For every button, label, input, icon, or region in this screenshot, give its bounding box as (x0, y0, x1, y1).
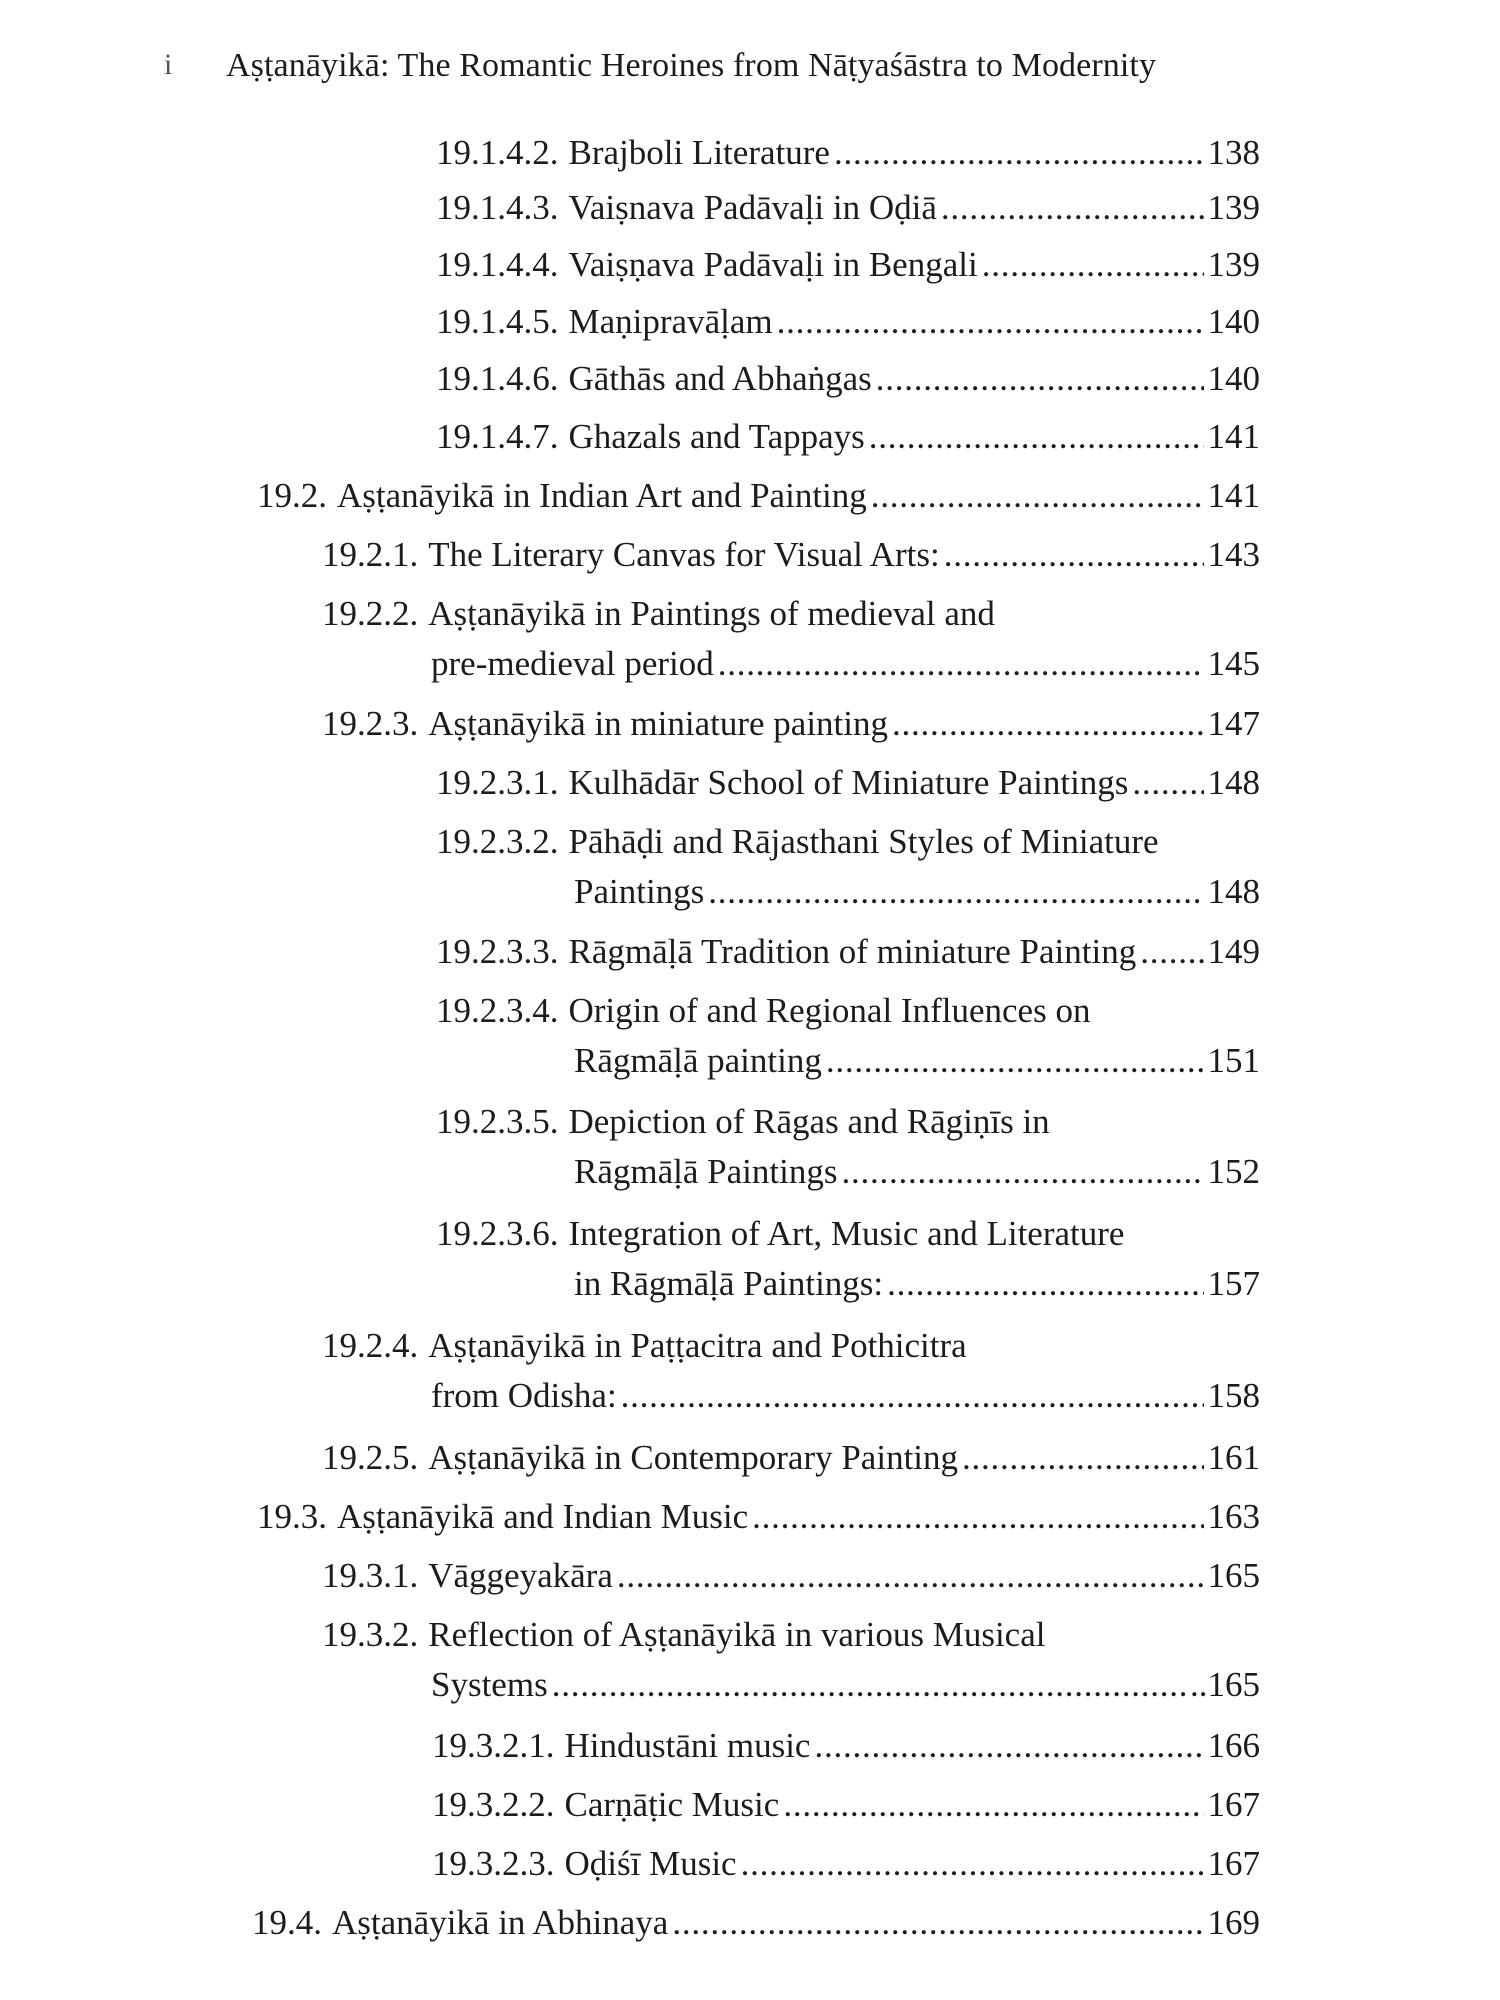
toc-entry[interactable] (436, 412, 1260, 462)
entry-number: 19.2.3.2. (436, 822, 559, 861)
entry-number: 19.3.2.3. (432, 1844, 555, 1883)
entry-title: Depiction of Rāgas and Rāgiṇīs in (568, 1102, 1050, 1141)
entry-title: Aṣṭanāyikā in Paṭṭacitra and Pothicitra (428, 1326, 967, 1365)
entry-title-continued: in Rāgmāḷā Paintings: (574, 1264, 884, 1303)
entry-title-continued: pre-medieval period (431, 644, 714, 683)
entry-number: 19.2.3.6. (436, 1214, 559, 1253)
entry-title: Kulhādār School of Miniature Paintings (568, 763, 1129, 802)
toc-entry[interactable] (436, 927, 1260, 977)
entry-number: 19.4. (252, 1903, 322, 1942)
entry-title-continued: Paintings (574, 872, 705, 911)
toc-entry[interactable] (322, 1610, 1260, 1710)
entry-page: 169 (1207, 1903, 1260, 1942)
entry-page: 141 (1207, 476, 1260, 515)
toc-entry[interactable] (322, 1321, 1260, 1421)
toc-entry[interactable] (436, 354, 1260, 404)
toc-entry[interactable] (436, 240, 1260, 290)
entry-number: 19.1.4.3. (436, 188, 559, 227)
entry-page: 140 (1207, 359, 1260, 398)
entry-title: Rāgmāḷā Tradition of miniature Painting (568, 932, 1137, 971)
entry-title: Aṣṭanāyikā in miniature painting (428, 704, 889, 743)
toc-entry[interactable] (436, 1209, 1260, 1309)
entry-number: 19.2.3.5. (436, 1102, 559, 1141)
toc-entry[interactable] (252, 1898, 1260, 1948)
running-header (164, 44, 1240, 88)
toc-entry[interactable] (322, 1433, 1260, 1483)
toc-entry[interactable] (436, 128, 1260, 178)
entry-title: Vaiṣṇava Padāvaḷi in Bengali (568, 245, 978, 284)
entry-title: Aṣṭanāyikā in Abhinaya (332, 1903, 669, 1942)
entry-number: 19.1.4.2. (436, 133, 559, 172)
entry-page: 152 (1207, 1152, 1260, 1191)
entry-page: 148 (1207, 872, 1260, 911)
toc-entry[interactable] (436, 297, 1260, 347)
entry-number: 19.2.1. (322, 535, 419, 574)
entry-title: Pāhāḍi and Rājasthani Styles of Miniature (568, 822, 1159, 861)
toc-entry[interactable] (322, 699, 1260, 749)
entry-page: 139 (1207, 188, 1260, 227)
toc-entry[interactable] (257, 471, 1260, 521)
entry-number: 19.2.5. (322, 1438, 419, 1477)
entry-title: Origin of and Regional Influences on (568, 991, 1091, 1030)
entry-page: 167 (1207, 1844, 1260, 1883)
entry-title-continued: Systems (431, 1665, 548, 1704)
toc-entry[interactable] (322, 1551, 1260, 1601)
entry-number: 19.2.3. (322, 704, 419, 743)
entry-title: Vāggeyakāra (428, 1556, 613, 1595)
toc-entry[interactable] (322, 530, 1260, 580)
toc-entry[interactable] (436, 1097, 1260, 1197)
entry-number: 19.3. (257, 1497, 327, 1536)
entry-number: 19.3.2. (322, 1615, 419, 1654)
entry-page: 151 (1207, 1041, 1260, 1080)
entry-title: Aṣṭanāyikā in Contemporary Painting (428, 1438, 959, 1477)
entry-title: Brajboli Literature (568, 133, 830, 172)
entry-page: 149 (1207, 932, 1260, 971)
entry-title: Ghazals and Tappays (568, 417, 865, 456)
entry-page: 140 (1207, 302, 1260, 341)
toc-entry[interactable] (432, 1839, 1260, 1889)
entry-title-continued: from Odisha: (431, 1376, 617, 1415)
entry-title: Aṣṭanāyikā and Indian Music (337, 1497, 749, 1536)
entry-number: 19.2.3.3. (436, 932, 559, 971)
entry-number: 19.2.3.4. (436, 991, 559, 1030)
toc-entry[interactable] (436, 817, 1260, 917)
entry-title: Integration of Art, Music and Literature (568, 1214, 1125, 1253)
toc-entry[interactable] (432, 1780, 1260, 1830)
entry-page: 143 (1207, 535, 1260, 574)
entry-number: 19.1.4.5. (436, 302, 559, 341)
entry-title-continued: Rāgmāḷā Paintings (574, 1152, 838, 1191)
entry-title: Aṣṭanāyikā in Indian Art and Painting (337, 476, 867, 515)
entry-page: 158 (1207, 1376, 1260, 1415)
entry-title: Aṣṭanāyikā in Paintings of medieval and (428, 594, 995, 633)
entry-page: 148 (1207, 763, 1260, 802)
entry-page: 145 (1207, 644, 1260, 683)
toc-entry[interactable] (436, 758, 1260, 808)
entry-title: The Literary Canvas for Visual Arts: (428, 535, 940, 574)
entry-page: 163 (1207, 1497, 1260, 1536)
entry-title-continued: Rāgmāḷā painting (574, 1041, 822, 1080)
entry-title: Hindustāni music (564, 1726, 811, 1765)
entry-number: 19.2.2. (322, 594, 419, 633)
entry-page: ..165 (1190, 1665, 1260, 1704)
entry-title: Reflection of Aṣṭanāyikā in various Musical (428, 1615, 1046, 1654)
toc-entry[interactable] (432, 1721, 1260, 1771)
entry-title: Maṇipravāḷam (568, 302, 773, 341)
entry-number: 19.2.4. (322, 1326, 419, 1365)
page-folio: i (164, 48, 173, 81)
toc-entry[interactable] (257, 1492, 1260, 1542)
entry-page: 166 (1207, 1726, 1260, 1765)
entry-page: 157 (1207, 1264, 1260, 1303)
entry-number: 19.3.2.2. (432, 1785, 555, 1824)
entry-number: 19.2. (257, 476, 327, 515)
entry-title: Gāthās and Abhaṅgas (568, 359, 872, 398)
entry-number: 19.1.4.4. (436, 245, 559, 284)
entry-page: 138 (1207, 133, 1260, 172)
entry-number: 19.3.1. (322, 1556, 419, 1595)
entry-number: 19.3.2.1. (432, 1726, 555, 1765)
entry-page: 161 (1207, 1438, 1260, 1477)
entry-number: 19.2.3.1. (436, 763, 559, 802)
toc-entry[interactable] (436, 986, 1260, 1086)
entry-title: Carṇāṭic Music (564, 1785, 780, 1824)
entry-page: 139 (1207, 245, 1260, 284)
entry-number: 19.1.4.6. (436, 359, 559, 398)
entry-number: 19.1.4.7. (436, 417, 559, 456)
entry-page: 167 (1207, 1785, 1260, 1824)
book-title: Aṣṭanāyikā: The Romantic Heroines from Nāṭyaśāstra to Modernity (226, 47, 1157, 84)
entry-title: Vaiṣnava Padāvaḷi in Oḍiā (568, 188, 937, 227)
entry-page: 147 (1207, 704, 1260, 743)
entry-title: Oḍiśī Music (564, 1844, 737, 1883)
entry-page: 165 (1207, 1556, 1260, 1595)
toc-entry[interactable] (322, 589, 1260, 689)
toc-entry[interactable] (436, 183, 1260, 233)
entry-page: 141 (1207, 417, 1260, 456)
